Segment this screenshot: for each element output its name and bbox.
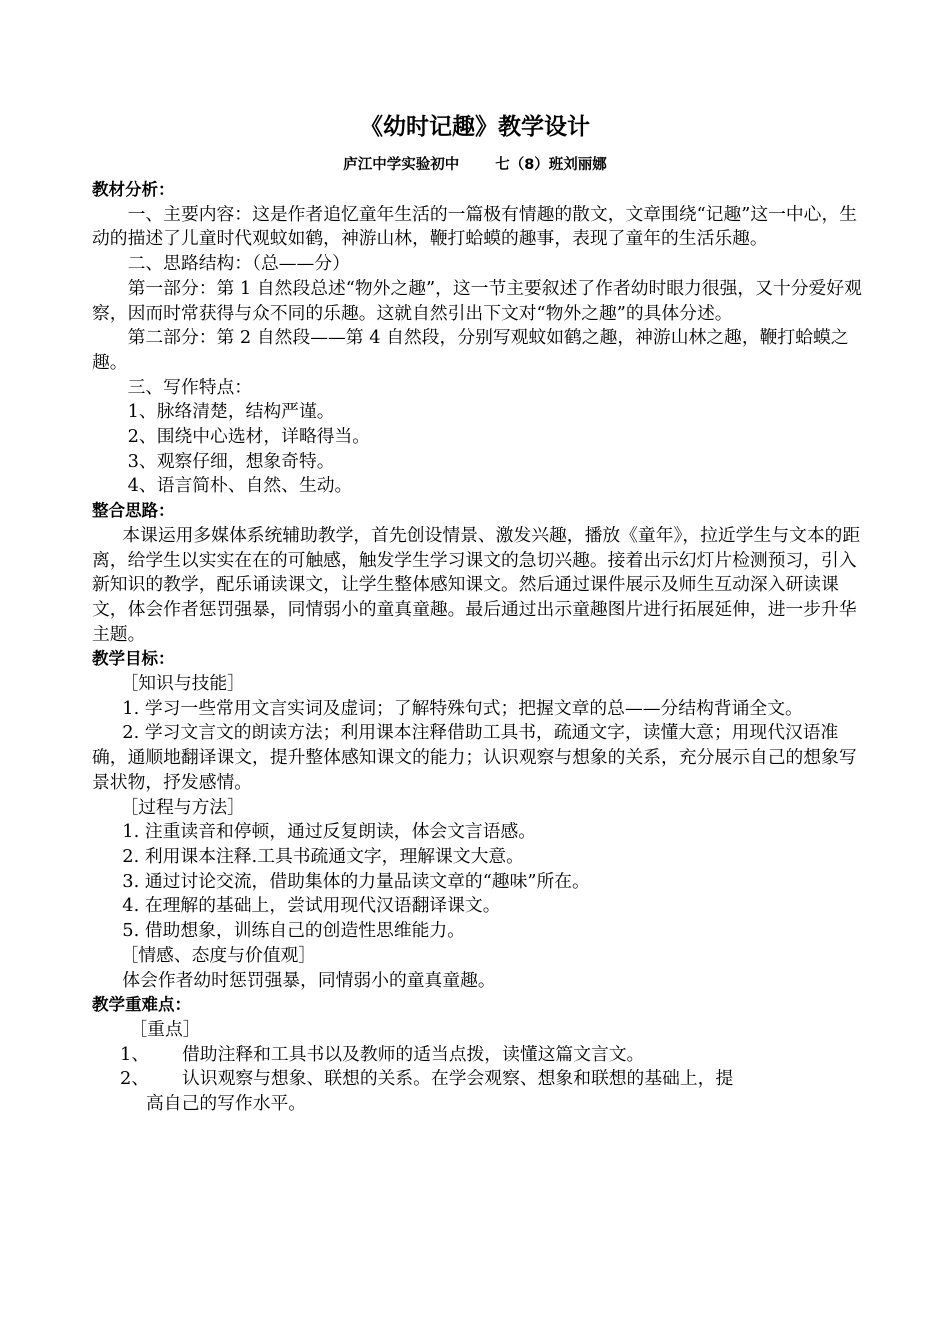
subsection-label: ［过程与方法］ [120, 796, 245, 818]
school-name: 庐江中学实验初中 [343, 157, 460, 173]
numbered-item [92, 1067, 862, 1092]
paragraph: 三、写作特点： [127, 376, 253, 398]
item-number: 2、 [120, 1068, 150, 1090]
section-heading-goals: 教学目标： [92, 649, 175, 669]
list-item: 4、语言简朴、自然、生动。 [127, 475, 353, 497]
list-item: 3. 通过讨论交流，借助集体的力量品读文章的“趣味”所在。 [122, 870, 590, 892]
item-continuation: 高自己的写作水平。 [146, 1093, 307, 1115]
subsection-label: ［知识与技能］ [120, 673, 245, 695]
list-item: 1. 注重读音和停顿，通过反复朗读，体会文言语感。 [122, 821, 537, 843]
document-body [92, 178, 862, 1117]
item-text: 认识观察与想象、联想的关系。在学会观察、想象和联想的基础上，提 [182, 1068, 734, 1090]
document-title: 《幼时记趣》教学设计 [360, 114, 590, 140]
section-heading-keypoints: 教学重难点： [92, 995, 191, 1015]
list-item: 2. 利用课本注释.工具书疏通文字，理解课文大意。 [122, 845, 524, 867]
subsection-label: ［情感、态度与价值观］ [120, 944, 317, 966]
document-subtitle [0, 154, 950, 176]
paragraph: 二、思路结构：（总——分） [127, 253, 350, 275]
item-text: 借助注释和工具书以及教师的适当点拨，读懂这篇文言文。 [182, 1043, 645, 1065]
numbered-item [92, 1043, 862, 1068]
class-teacher: 七（8）班刘丽娜 [495, 157, 607, 173]
paragraph: 第二部分：第 2 自然段——第 4 自然段，分别写观蚊如鹤之趣，神游山林之趣，鞭打蛤蟆之趣。 [92, 327, 849, 373]
item-number: 1、 [120, 1043, 150, 1065]
list-item: 5. 借助想象，训练自己的创造性思维能力。 [122, 920, 465, 942]
list-item: 1、脉络清楚，结构严谨。 [127, 401, 335, 423]
list-item: 2. 学习文言文的朗读方法；利用课本注释借助工具书，疏通文字，读懂大意；用现代汉语准确，通顺地翻译课文，提升整体感知课文的能力；认识观察与想象的关系，充分展示自己的想象写景状物，抒发感情。 [92, 722, 857, 793]
section-heading-analysis: 教材分析： [92, 180, 175, 199]
list-item: 3、观察仔细，想象奇特。 [127, 450, 335, 472]
subsection-label: ［重点］ [129, 1018, 201, 1040]
paragraph: 本课运用多媒体系统辅助教学，首先创设情景、激发兴趣，播放《童年》，拉近学生与文本的距离，给学生以实实在在的可触感，触发学生学习课文的急切兴趣。接着出示幻灯片检测预习，引入新知识的教学，配乐诵读课文，让学生整体感知课文。然后通过课件展示及师生互动深入研读课文，体会作者惩罚强暴，同情弱小的童真童趣。最后通过出示童趣图片进行拓展延伸，进一步升华主题。 [92, 524, 861, 645]
paragraph: 第一部分：第 1 自然段总述“物外之趣”，这一节主要叙述了作者幼时眼力很强，又十分爱好观察，因而时常获得与众不同的乐趣。这就自然引出下文对“物外之趣”的具体分述。 [92, 277, 862, 324]
list-item: 1. 学习一些常用文言实词及虚词；了解特殊句式；把握文章的总——分结构背诵全文。 [122, 697, 803, 719]
section-heading-integration: 整合思路： [92, 501, 175, 521]
list-item: 4. 在理解的基础上，尝试用现代汉语翻译课文。 [122, 895, 501, 917]
paragraph: 一、主要内容：这是作者追忆童年生活的一篇极有情趣的散文，文章围绕“记趣”这一中心，生动的描述了儿童时代观蚊如鹤，神游山林，鞭打蛤蟆的趣事，表现了童年的生活乐趣。 [92, 203, 858, 250]
paragraph: 体会作者幼时惩罚强暴，同情弱小的童真童趣。 [122, 969, 496, 991]
list-item: 2、围绕中心选材，详略得当。 [127, 426, 371, 448]
